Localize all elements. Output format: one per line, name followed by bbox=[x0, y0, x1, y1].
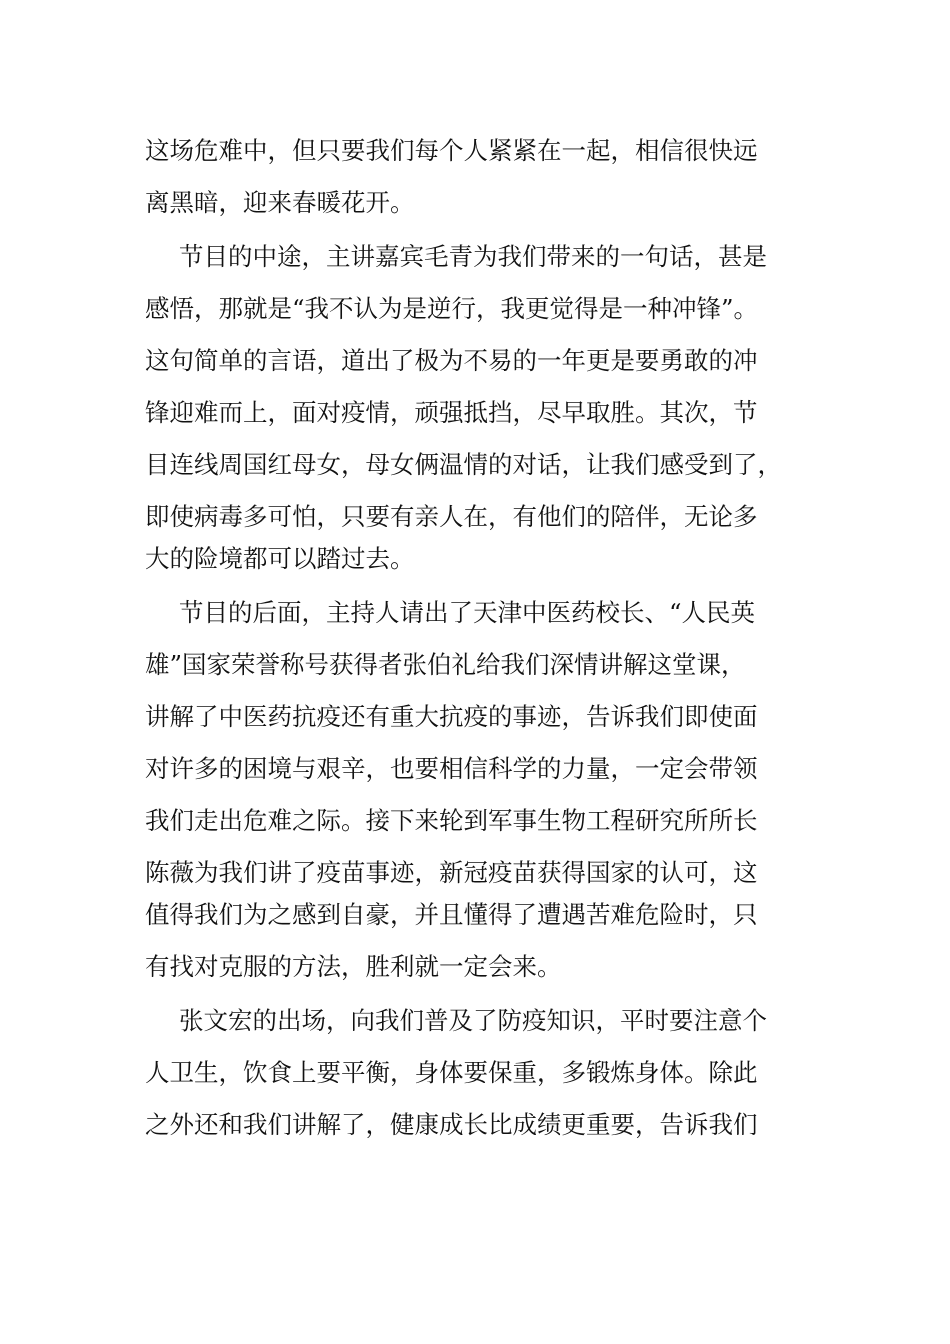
text-line: 大的险境都可以踏过去。 bbox=[145, 544, 415, 573]
text-line: 人卫生，饮食上要平衡，身体要保重，多锻炼身体。除此 bbox=[145, 1058, 758, 1087]
text-line: 雄”国家荣誉称号获得者张伯礼给我们深情讲解这堂课， bbox=[145, 650, 746, 679]
text-line: 有找对克服的方法，胜利就一定会来。 bbox=[145, 952, 562, 981]
text-line: 对许多的困境与艰辛，也要相信科学的力量，一定会带领 bbox=[145, 754, 758, 783]
text-line: 我们走出危难之际。接下来轮到军事生物工程研究所所长 bbox=[145, 806, 758, 835]
text-line: 感悟，那就是“我不认为是逆行，我更觉得是一种冲锋”。 bbox=[145, 294, 759, 323]
text-line: 张文宏的出场，向我们普及了防疫知识，平时要注意个 bbox=[179, 1006, 767, 1035]
text-line: 这场危难中，但只要我们每个人紧紧在一起，相信很快远 bbox=[145, 136, 758, 165]
text-line: 陈薇为我们讲了疫苗事迹，新冠疫苗获得国家的认可，这 bbox=[145, 858, 758, 887]
text-line: 目连线周国红母女，母女俩温情的对话，让我们感受到了， bbox=[145, 450, 782, 479]
text-line: 锋迎难而上，面对疫情，顽强抵挡，尽早取胜。其次，节 bbox=[145, 398, 758, 427]
text-line: 离黑暗，迎来春暖花开。 bbox=[145, 188, 415, 217]
text-line: 这句简单的言语，道出了极为不易的一年更是要勇敢的冲 bbox=[145, 346, 758, 375]
text-line: 节目的后面，主持人请出了天津中医药校长、“人民英 bbox=[179, 598, 756, 627]
text-line: 讲解了中医药抗疫还有重大抗疫的事迹，告诉我们即使面 bbox=[145, 702, 758, 731]
text-line: 即使病毒多可怕，只要有亲人在，有他们的陪伴，无论多 bbox=[145, 502, 758, 531]
text-line: 之外还和我们讲解了，健康成长比成绩更重要，告诉我们 bbox=[145, 1110, 758, 1139]
text-line: 节目的中途，主讲嘉宾毛青为我们带来的一句话，甚是 bbox=[179, 242, 767, 271]
text-line: 值得我们为之感到自豪，并且懂得了遭遇苦难危险时，只 bbox=[145, 900, 758, 929]
